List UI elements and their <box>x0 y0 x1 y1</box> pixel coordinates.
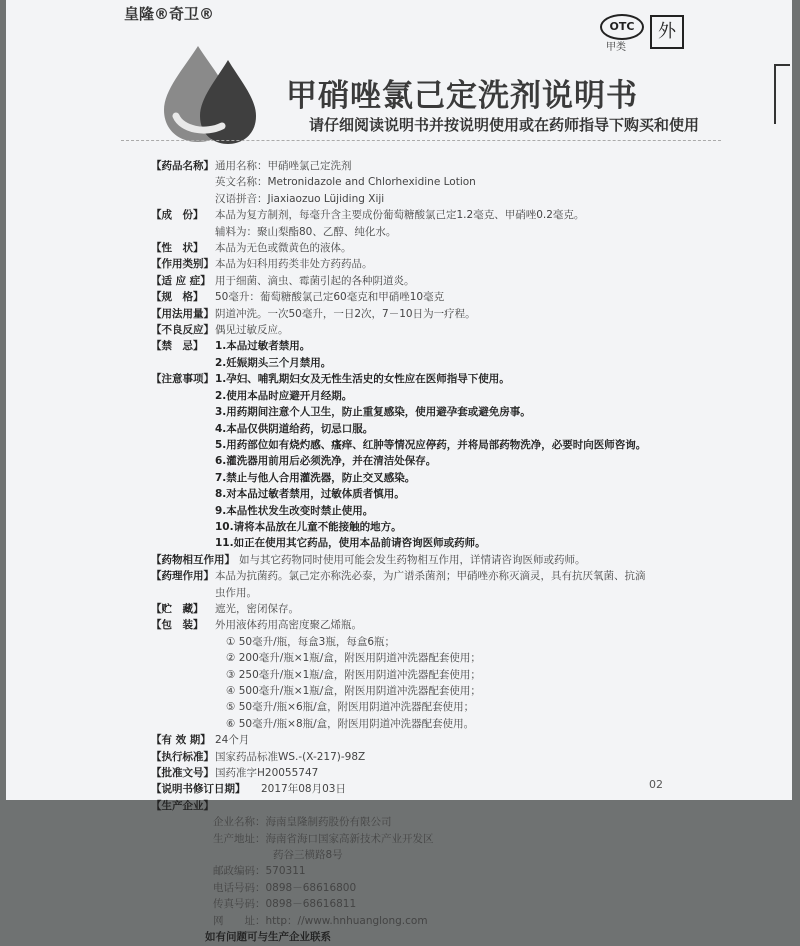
drug-pinyin-name: 汉语拼音：Jiaxiaozuo Lüjiding Xiji <box>215 192 385 205</box>
precaution-item: 10.请将本品放在儿童不能接触的地方。 <box>215 520 402 533</box>
packaging-item: ① 50毫升/瓶，每盒3瓶，每盒6瓶； <box>226 635 396 648</box>
packaging-text: 外用液体药用高密度聚乙烯瓶。 <box>215 619 362 632</box>
external-use-mark: 外 <box>650 15 684 49</box>
pharmacology-text: 本品为抗菌药。氯己定亦称洗必泰，为广谱杀菌剂；甲硝唑亦称灭滴灵，具有抗厌氧菌、抗滴 <box>215 570 646 583</box>
packaging-item: ⑥ 50毫升/瓶×8瓶/盒，附医用阴道冲洗器配套使用。 <box>226 717 475 730</box>
validity-row <box>151 732 691 748</box>
standard-text: 国家药品标准WS.-(X-217)-98Z <box>215 750 366 763</box>
contact-note: 如有问题可与生产企业联系 <box>205 931 331 944</box>
approval-label: 【批准文号】 <box>151 767 214 780</box>
approval-row <box>151 765 691 781</box>
document-title: 甲硝唑氯己定洗剂说明书 <box>286 78 638 114</box>
brand-logo-text: 皇隆®奇卫® <box>124 5 215 23</box>
field-label: 【作用类别】 <box>151 258 214 271</box>
field-row <box>151 322 691 338</box>
validity-label: 【有 效 期】 <box>151 734 211 747</box>
interactions-row <box>151 552 691 568</box>
contraindications-label: 【禁 忌】 <box>151 340 204 353</box>
storage-label: 【贮 藏】 <box>151 602 204 615</box>
precaution-item: 7.禁止与他人合用灌洗器，防止交叉感染。 <box>215 471 416 484</box>
pharmacology-text-cont: 虫作用。 <box>215 586 257 599</box>
manufacturer-name: 企业名称：海南皇隆制药股份有限公司 <box>213 816 392 829</box>
validity-text: 24个月 <box>215 734 250 747</box>
field-label: 【用法用量】 <box>151 307 214 320</box>
packaging-item: ④ 500毫升/瓶×1瓶/盒，附医用阴道冲洗器配套使用； <box>226 685 481 697</box>
contraindications-row <box>151 338 691 354</box>
field-row <box>151 306 691 322</box>
packaging-item: ③ 250毫升/瓶×1瓶/盒，附医用阴道冲洗器配套使用； <box>226 668 481 681</box>
precaution-item: 9.本品性状发生改变时禁止使用。 <box>215 504 374 517</box>
precautions-row <box>151 371 691 387</box>
manufacturer-website: 网 址：http：//www.hnhuanglong.com <box>213 914 428 927</box>
field-row <box>151 240 691 256</box>
otc-class-label: 甲类 <box>606 42 626 53</box>
storage-row <box>151 601 691 617</box>
divider <box>121 140 721 141</box>
leaflet-body <box>151 158 691 946</box>
document-subtitle: 请仔细阅读说明书并按说明使用或在药师指导下购买和使用 <box>309 116 700 134</box>
packaging-label: 【包 装】 <box>151 619 204 632</box>
field-value: 阴道冲洗。一次50毫升，一日2次，7－10日为一疗程。 <box>215 307 476 320</box>
composition-excipients: 辅料为：聚山梨酯80、乙醇、纯化水。 <box>215 225 397 238</box>
drug-common-name: 通用名称：甲硝唑氯己定洗剂 <box>215 160 352 172</box>
standard-label: 【执行标准】 <box>151 750 214 763</box>
pharmacology-row <box>151 568 691 584</box>
packaging-row <box>151 617 691 633</box>
drug-name-label: 【药品名称】 <box>151 160 214 172</box>
manufacturer-postcode: 邮政编码：570311 <box>213 865 306 878</box>
interactions-label: 【药物相互作用】 <box>151 553 235 566</box>
manufacturer-address: 生产地址：海南省海口国家高新技术产业开发区 <box>213 832 434 845</box>
precaution-item: 5.用药部位如有烧灼感、瘙痒、红肿等情况应停药，并将局部药物洗净，必要时向医师咨询。 <box>215 438 647 451</box>
drug-english-name: 英文名称：Metronidazole and Chlorhexidine Lotion <box>215 176 476 189</box>
revision-label: 【说明书修订日期】 <box>151 783 246 796</box>
composition-row <box>151 207 691 223</box>
droplets-logo-icon <box>146 38 276 148</box>
precaution-item: 3.用药期间注意个人卫生，防止重复感染，使用避孕套或避免房事。 <box>215 406 531 419</box>
revision-row <box>151 781 691 797</box>
composition-text: 本品为复方制剂，每毫升含主要成份葡萄糖酸氯己定1.2毫克、甲硝唑0.2毫克。 <box>215 209 585 222</box>
storage-text: 遮光，密闭保存。 <box>215 602 299 615</box>
precautions-label: 【注意事项】 <box>151 373 214 386</box>
manufacturer-row <box>151 798 691 814</box>
packaging-item: ⑤ 50毫升/瓶×6瓶/盒，附医用阴道冲洗器配套使用； <box>226 701 475 714</box>
approval-text: 国药准字H20055747 <box>215 767 319 780</box>
field-value: 50毫升：葡萄糖酸氯己定60毫克和甲硝唑10毫克 <box>215 291 445 304</box>
field-value: 本品为妇科用药类非处方药药品。 <box>215 258 373 271</box>
field-row <box>151 256 691 272</box>
field-label: 【不良反应】 <box>151 324 214 337</box>
manufacturer-fax: 传真号码：0898－68616811 <box>213 898 357 911</box>
page-number: 02 <box>649 778 663 791</box>
precaution-item: 8.对本品过敏者禁用，过敏体质者慎用。 <box>215 488 405 501</box>
field-row <box>151 289 691 305</box>
edge-tab-decoration <box>774 64 790 124</box>
leaflet-sheet <box>6 0 792 944</box>
precaution-item: 4.本品仅供阴道给药，切忌口服。 <box>215 422 374 435</box>
field-label: 【性 状】 <box>151 242 204 255</box>
field-label: 【规 格】 <box>151 291 204 304</box>
field-value: 本品为无色或微黄色的液体。 <box>215 242 352 255</box>
field-value: 偶见过敏反应。 <box>215 324 289 337</box>
field-value: 用于细菌、滴虫、霉菌引起的各种阴道炎。 <box>215 274 415 287</box>
precaution-item: 11.如正在使用其它药品，使用本品前请咨询医师或药师。 <box>215 537 486 550</box>
pharmacology-label: 【药理作用】 <box>151 570 214 583</box>
revision-text: 2017年08月03日 <box>261 783 346 796</box>
contraindication-item: 2.妊娠期头三个月禁用。 <box>215 356 332 369</box>
interactions-text: 如与其它药物同时使用可能会发生药物相互作用，详情请咨询医师或药师。 <box>239 553 586 566</box>
manufacturer-label: 【生产企业】 <box>151 799 214 812</box>
precaution-item: 2.使用本品时应避开月经期。 <box>215 389 353 402</box>
composition-label: 【成 份】 <box>151 209 204 222</box>
manufacturer-phone: 电话号码：0898－68616800 <box>213 881 357 894</box>
manufacturer-address-cont: 药谷三横路8号 <box>273 849 343 862</box>
packaging-item: ② 200毫升/瓶×1瓶/盒，附医用阴道冲洗器配套使用； <box>226 652 481 665</box>
precaution-item: 6.灌洗器用前用后必须洗净，并在清洁处保存。 <box>215 455 437 468</box>
field-label: 【适 应 症】 <box>151 274 211 287</box>
otc-badge: OTC <box>600 14 644 40</box>
drug-name-row <box>151 158 691 174</box>
precaution-item: 1.孕妇、哺乳期妇女及无性生活史的女性应在医师指导下使用。 <box>215 373 510 386</box>
contraindication-item: 1.本品过敏者禁用。 <box>215 340 311 353</box>
standard-row <box>151 749 691 765</box>
field-row <box>151 273 691 289</box>
